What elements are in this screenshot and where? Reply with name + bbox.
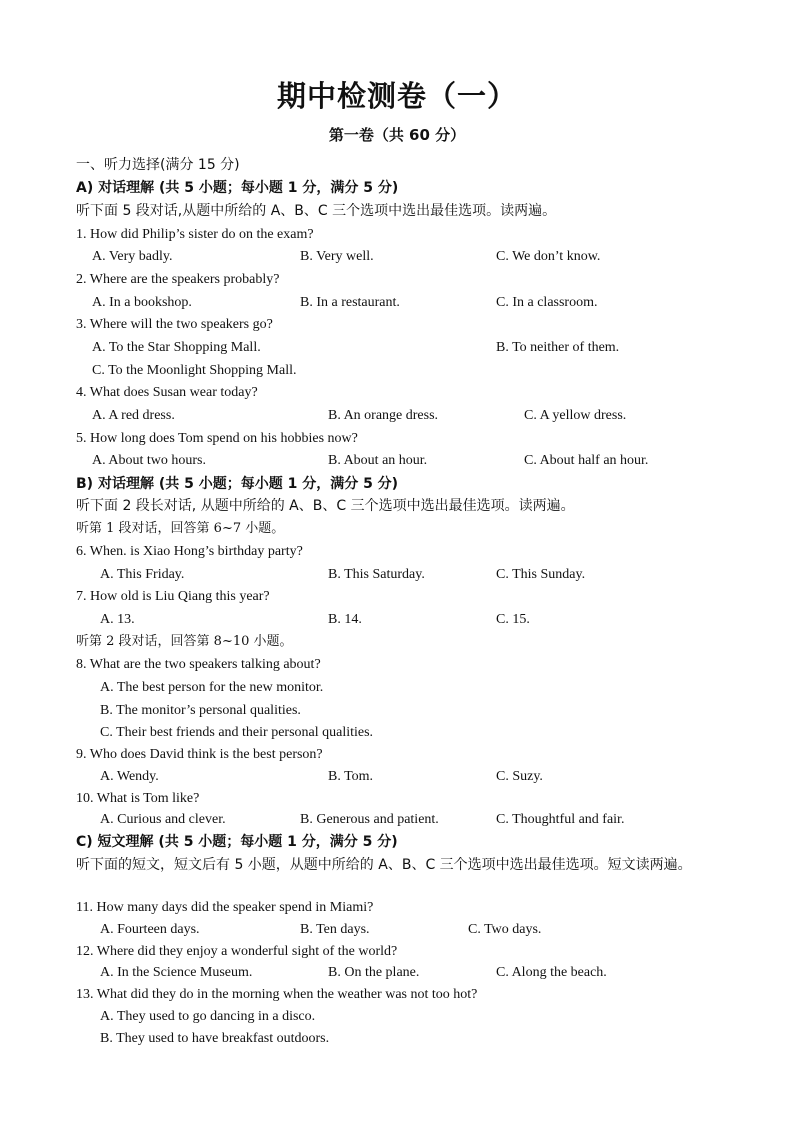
question-8-option-c: C. Their best friends and their personal qualities. <box>100 725 374 740</box>
question-7-option-b: B. 14. <box>328 612 362 627</box>
question-1-option-a: A. Very badly. <box>92 249 173 264</box>
question-9-option-c: C. Suzy. <box>496 769 543 784</box>
part-a-instruction: 听下面 5 段对话,从题中所给的 A、B、C 三个选项中选出最佳选项。读两遍。 <box>76 203 557 219</box>
question-4-stem: 4. What does Susan wear today? <box>76 385 258 400</box>
question-12-option-c: C. Along the beach. <box>496 965 607 980</box>
question-5-option-a: A. About two hours. <box>92 453 206 468</box>
question-11-option-c: C. Two days. <box>468 922 542 937</box>
question-8-option-a: A. The best person for the new monitor. <box>100 680 324 695</box>
question-6-option-a: A. This Friday. <box>100 567 185 582</box>
question-9-option-a: A. Wendy. <box>100 769 159 784</box>
part-a-heading: A) 对话理解 (共 5 小题；每小题 1 分，满分 5 分) <box>76 180 399 196</box>
part-c-instruction: 听下面的短文，短文后有 5 小题，从题中所给的 A、B、C 三个选项中选出最佳选项。短文读两遍。 <box>76 857 692 873</box>
question-10-option-a: A. Curious and clever. <box>100 812 226 827</box>
part-c-heading: C) 短文理解 (共 5 小题；每小题 1 分，满分 5 分) <box>76 834 398 850</box>
question-2-stem: 2. Where are the speakers probably? <box>76 272 280 287</box>
question-3-option-c: C. To the Moonlight Shopping Mall. <box>92 363 297 378</box>
question-11-option-b: B. Ten days. <box>300 922 370 937</box>
question-6-option-c: C. This Sunday. <box>496 567 586 582</box>
question-12-stem: 12. Where did they enjoy a wonderful sight of the world? <box>76 944 398 959</box>
question-8-stem: 8. What are the two speakers talking about? <box>76 657 321 672</box>
question-4-option-c: C. A yellow dress. <box>524 408 627 423</box>
question-12-option-a: A. In the Science Museum. <box>100 965 253 980</box>
question-2-option-a: A. In a bookshop. <box>92 295 192 310</box>
question-1-option-b: B. Very well. <box>300 249 374 264</box>
question-6-option-b: B. This Saturday. <box>328 567 425 582</box>
question-13-option-a: A. They used to go dancing in a disco. <box>100 1009 316 1024</box>
question-7-option-c: C. 15. <box>496 612 530 627</box>
question-11-option-a: A. Fourteen days. <box>100 922 200 937</box>
question-3-option-b: B. To neither of them. <box>496 340 620 355</box>
question-9-stem: 9. Who does David think is the best person? <box>76 747 323 762</box>
question-5-stem: 5. How long does Tom spend on his hobbies now? <box>76 431 358 446</box>
question-7-option-a: A. 13. <box>100 612 135 627</box>
question-10-option-c: C. Thoughtful and fair. <box>496 812 625 827</box>
part-b-heading: B) 对话理解 (共 5 小题；每小题 1 分，满分 5 分) <box>76 476 399 492</box>
question-12-option-b: B. On the plane. <box>328 965 420 980</box>
part-b-note-2: 听第 2 段对话，回答第 8~10 小题。 <box>76 634 293 649</box>
question-3-stem: 3. Where will the two speakers go? <box>76 317 273 332</box>
question-5-option-b: B. About an hour. <box>328 453 428 468</box>
question-10-stem: 10. What is Tom like? <box>76 791 200 806</box>
question-11-stem: 11. How many days did the speaker spend in Miami? <box>76 900 374 915</box>
page-title: 期中检测卷（一） <box>276 79 517 113</box>
question-9-option-b: B. Tom. <box>328 769 374 784</box>
question-8-option-b: B. The monitor’s personal qualities. <box>100 703 301 718</box>
question-5-option-c: C. About half an hour. <box>524 453 649 468</box>
question-1-stem: 1. How did Philip’s sister do on the exam? <box>76 227 314 242</box>
part-b-instruction: 听下面 2 段长对话, 从题中所给的 A、B、C 三个选项中选出最佳选项。读两遍。 <box>76 498 575 514</box>
question-10-option-b: B. Generous and patient. <box>300 812 439 827</box>
question-4-option-b: B. An orange dress. <box>328 408 439 423</box>
question-4-option-a: A. A red dress. <box>92 408 175 423</box>
question-2-option-b: B. In a restaurant. <box>300 295 400 310</box>
question-7-stem: 7. How old is Liu Qiang this year? <box>76 589 270 604</box>
question-13-stem: 13. What did they do in the morning when the weather was not too hot? <box>76 987 478 1002</box>
question-13-option-b: B. They used to have breakfast outdoors. <box>100 1031 330 1046</box>
question-3-option-a: A. To the Star Shopping Mall. <box>92 340 261 355</box>
page-subtitle: 第一卷（共 60 分） <box>328 126 466 144</box>
question-2-option-c: C. In a classroom. <box>496 295 598 310</box>
question-1-option-c: C. We don’t know. <box>496 249 601 264</box>
part-b-note-1: 听第 1 段对话，回答第 6~7 小题。 <box>76 521 285 536</box>
section-heading: 一、听力选择(满分 15 分) <box>76 157 240 173</box>
question-6-stem: 6. When. is Xiao Hong’s birthday party? <box>76 544 303 559</box>
